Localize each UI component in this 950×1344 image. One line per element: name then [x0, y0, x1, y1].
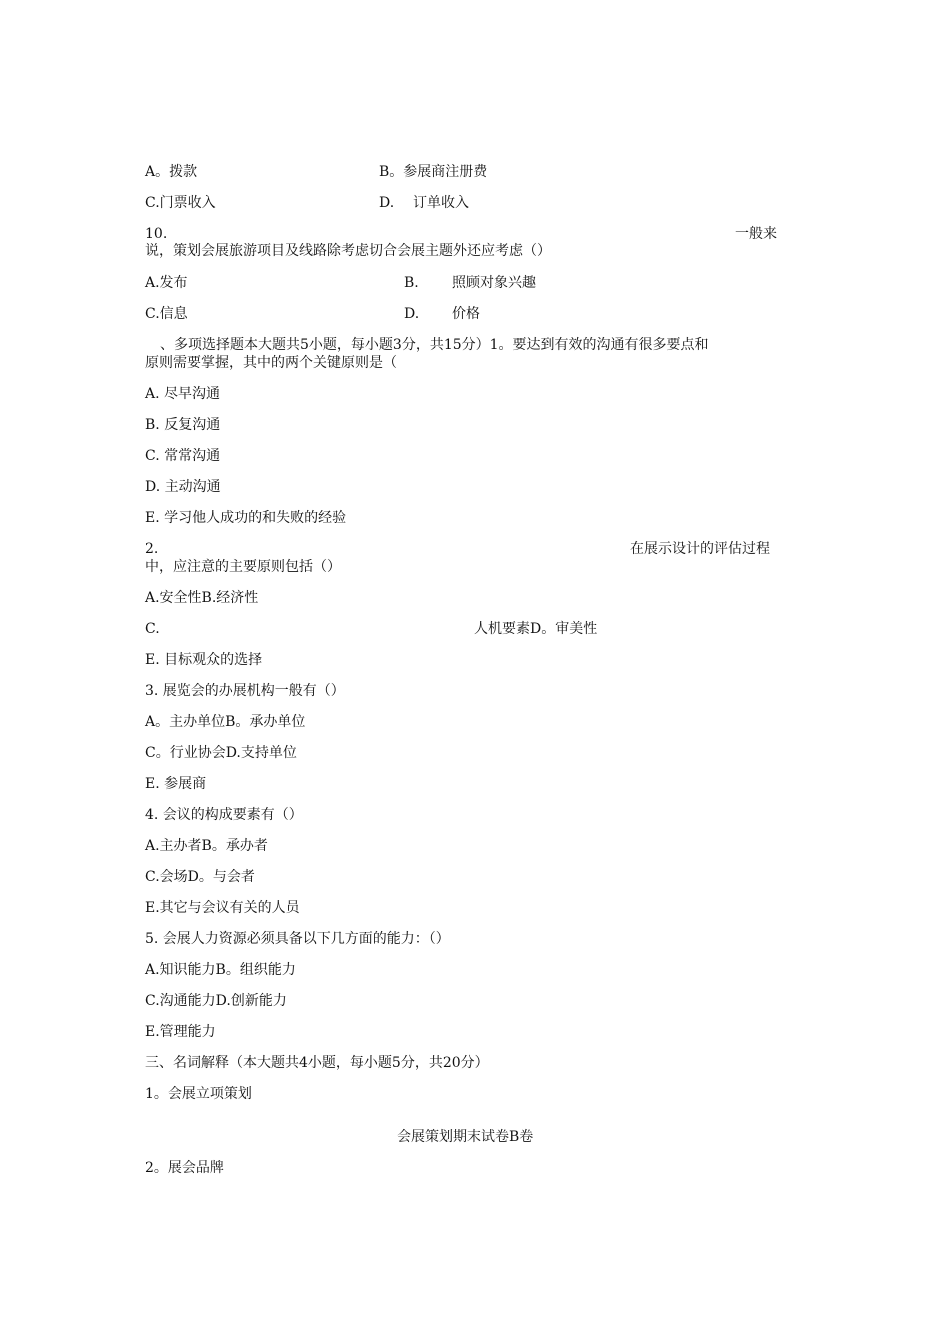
mq3-options-cd: C。行业协会D.支持单位	[145, 745, 297, 761]
q10-option-d-text: 价格	[452, 306, 480, 322]
mq3-option-e: E. 参展商	[145, 776, 207, 792]
mq1-option-c: C. 常常沟通	[145, 448, 221, 464]
section3-heading: 三、名词解释（本大题共4小题，每小题5分，共20分）	[145, 1055, 489, 1071]
mq2-number: 2.	[145, 541, 159, 557]
mq2-stem: 中，应注意的主要原则包括（）	[145, 559, 341, 575]
q10-number: 10.	[145, 226, 168, 242]
mq5-options-ab: A.知识能力B。组织能力	[145, 962, 296, 978]
mq2-option-c-letter: C.	[145, 621, 160, 637]
mq2-options-cd: 人机要素D。审美性	[474, 621, 598, 637]
section2-heading-line2: 原则需要掌握，其中的两个关键原则是（	[145, 355, 397, 371]
section2-heading-line1: 、多项选择题本大题共5小题，每小题3分，共15分）1。要达到有效的沟通有很多要点和	[160, 337, 709, 353]
mq1-option-d: D. 主动沟通	[145, 479, 221, 495]
mq4-options-ab: A.主办者B。承办者	[145, 838, 268, 854]
q9-option-b: B。参展商注册费	[379, 164, 488, 180]
page-footer-title: 会展策划期末试卷B卷	[397, 1129, 534, 1145]
q10-option-b-text: 照顾对象兴趣	[452, 275, 536, 291]
q9-option-d-text: 订单收入	[413, 195, 469, 211]
mq3-stem: 3. 展览会的办展机构一般有（）	[145, 683, 345, 699]
mq1-option-a: A. 尽早沟通	[145, 386, 221, 402]
term-2: 2。展会品牌	[145, 1160, 224, 1176]
term-1: 1。会展立项策划	[145, 1086, 252, 1102]
q10-option-a: A.发布	[145, 275, 188, 291]
q10-option-d-letter: D.	[404, 306, 420, 322]
q10-stem: 说，策划会展旅游项目及线路除考虑切合会展主题外还应考虑（）	[145, 243, 551, 259]
mq4-option-e: E.其它与会议有关的人员	[145, 900, 300, 916]
mq1-option-e: E. 学习他人成功的和失败的经验	[145, 510, 347, 526]
mq5-stem: 5. 会展人力资源必须具备以下几方面的能力：（）	[145, 931, 450, 947]
mq2-option-e: E. 目标观众的选择	[145, 652, 263, 668]
q10-head: 一般来	[735, 226, 777, 242]
mq5-options-cd: C.沟通能力D.创新能力	[145, 993, 287, 1009]
q10-option-b-letter: B.	[404, 275, 419, 291]
mq4-options-cd: C.会场D。与会者	[145, 869, 255, 885]
q9-option-a: A。拨款	[145, 164, 198, 180]
mq1-option-b: B. 反复沟通	[145, 417, 221, 433]
mq2-options-ab: A.安全性B.经济性	[145, 590, 259, 606]
mq5-option-e: E.管理能力	[145, 1024, 216, 1040]
q9-option-c: C.门票收入	[145, 195, 216, 211]
q9-option-d-letter: D.	[379, 195, 395, 211]
mq2-head: 在展示设计的评估过程	[630, 541, 770, 557]
q10-option-c: C.信息	[145, 306, 188, 322]
mq4-stem: 4. 会议的构成要素有（）	[145, 807, 303, 823]
mq3-options-ab: A。主办单位B。承办单位	[145, 714, 306, 730]
